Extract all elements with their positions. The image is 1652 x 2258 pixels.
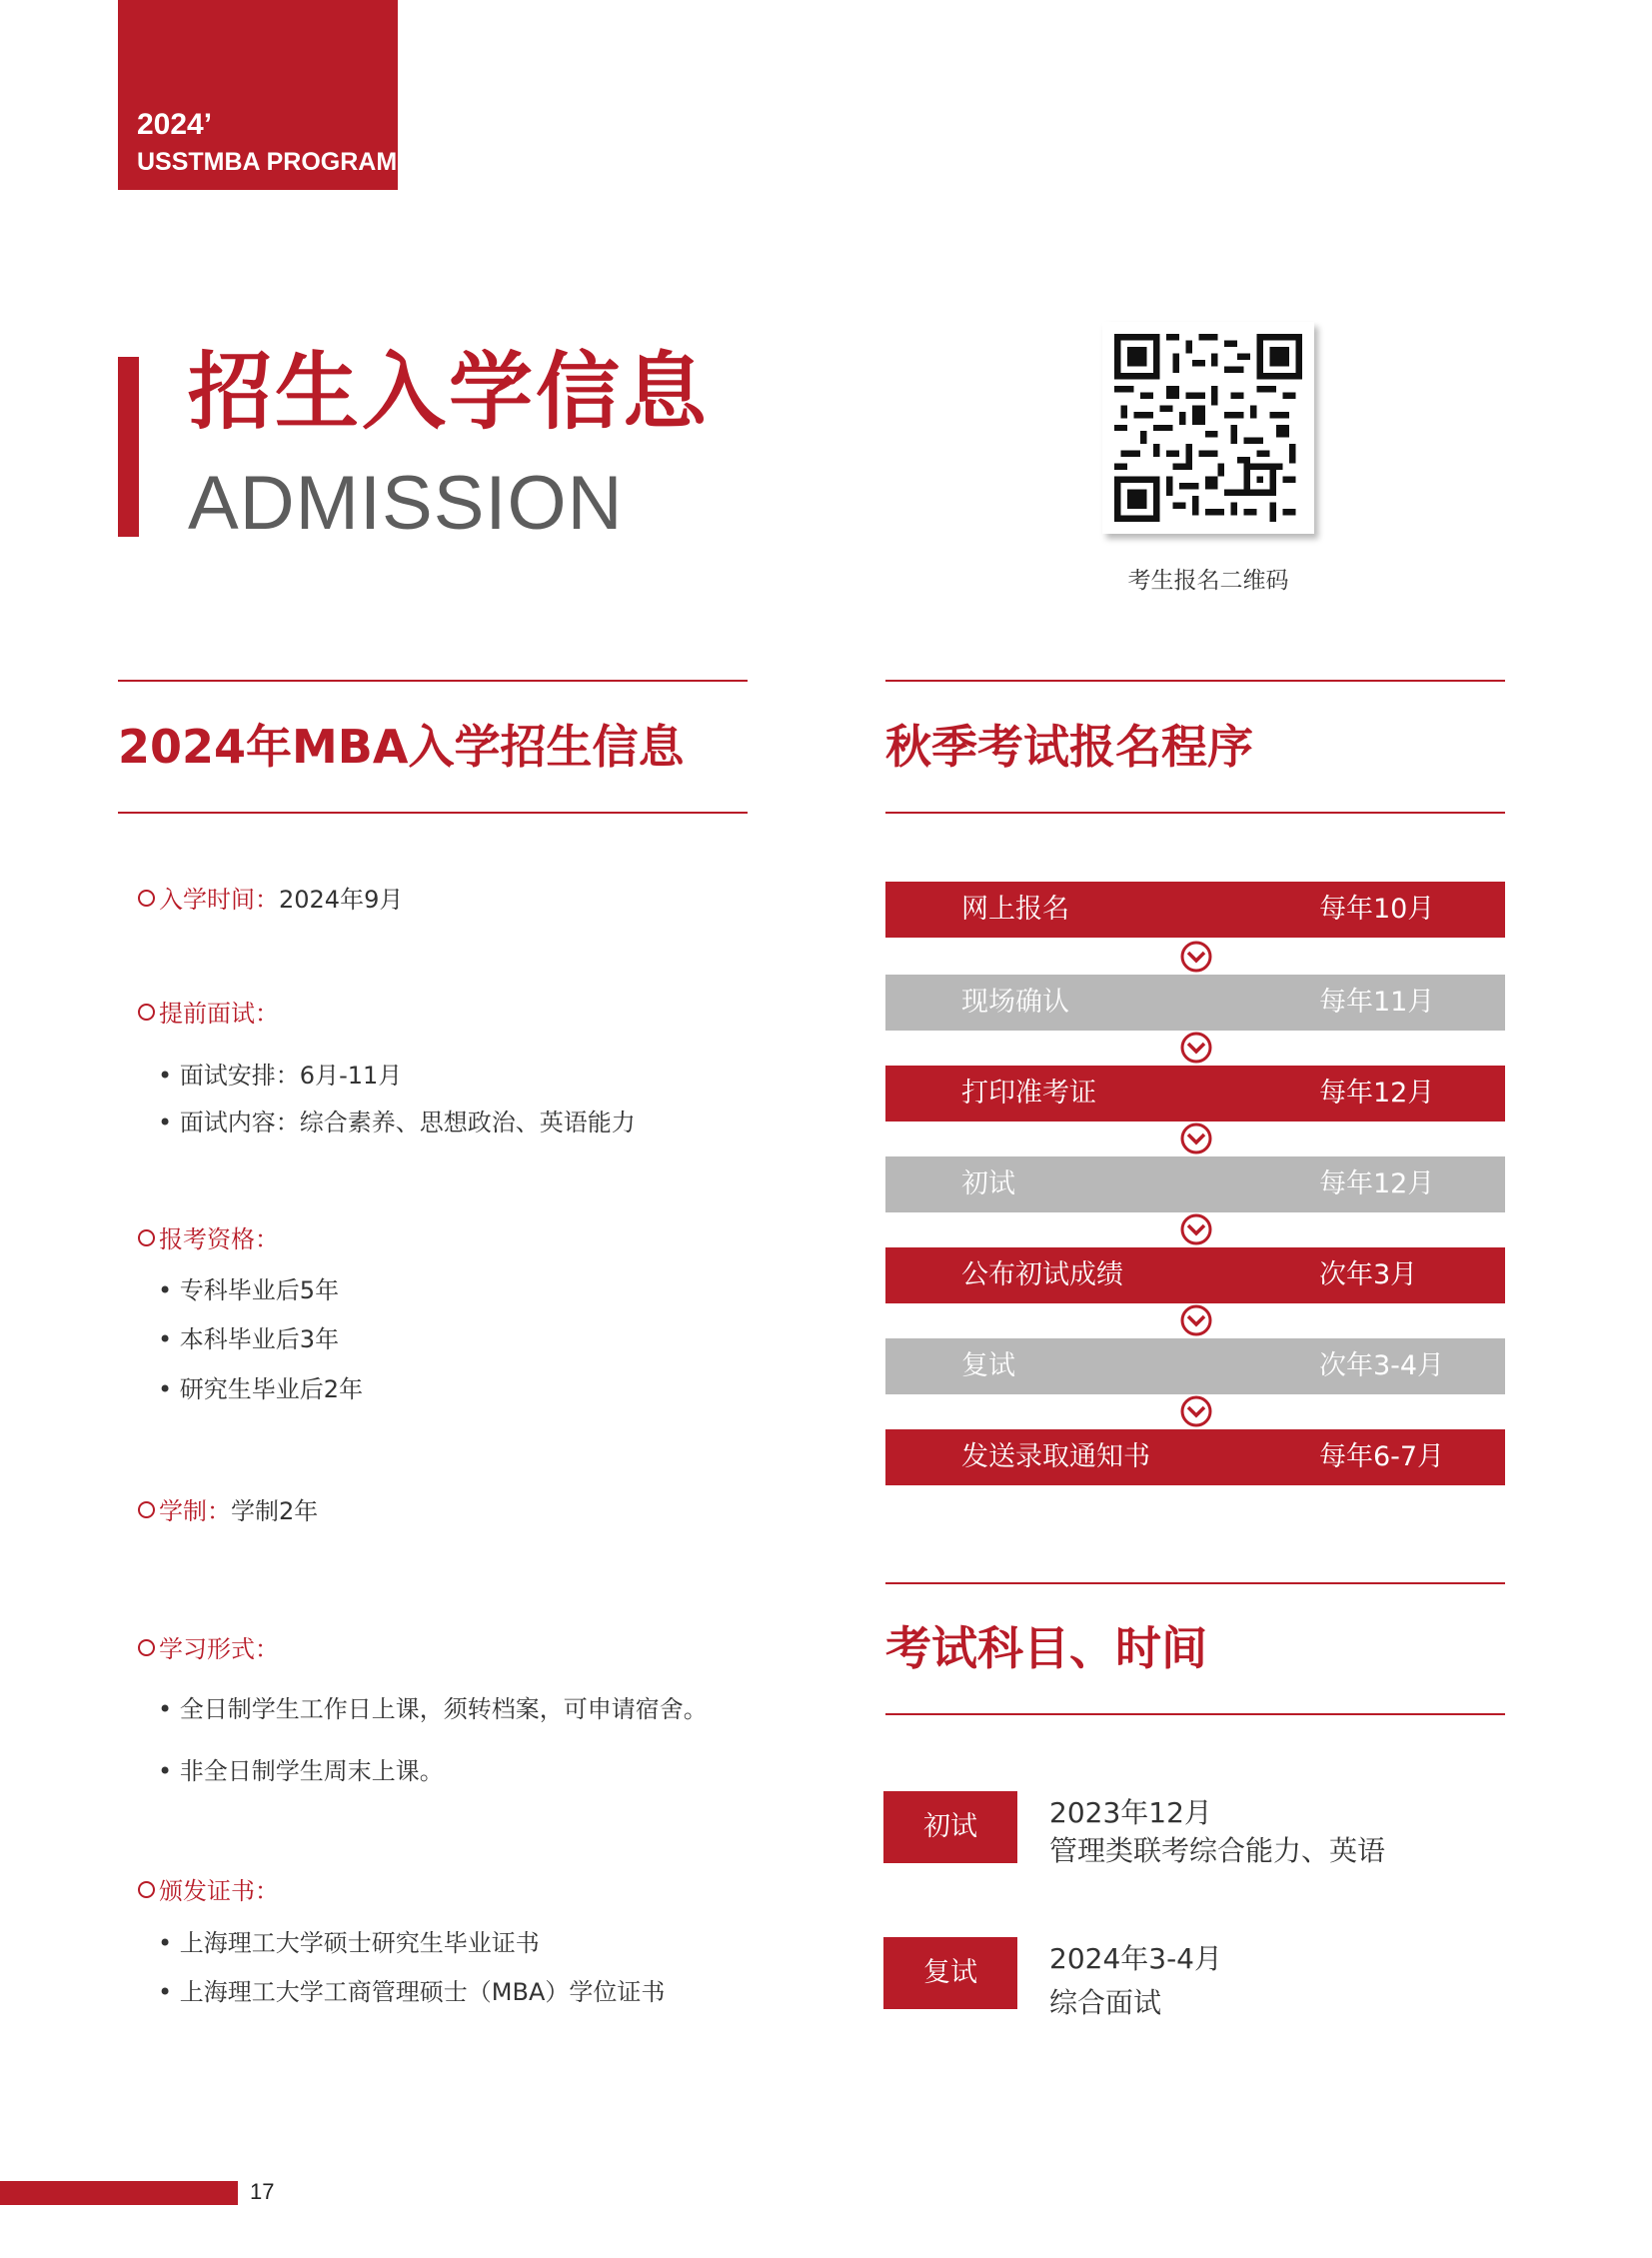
step-time: 每年11月 — [1319, 987, 1435, 1018]
admission-info-title: 2024年MBA入学招生信息 — [118, 720, 685, 774]
chevron-down-circle-icon — [1179, 1122, 1213, 1155]
exam-title: 考试科目、时间 — [885, 1621, 1207, 1675]
process-step-publish-scores — [885, 1247, 1505, 1303]
interview-heading — [138, 994, 279, 1029]
step-time: 每年10月 — [1319, 894, 1435, 925]
step-name: 打印准考证 — [961, 1078, 1096, 1109]
list-item: • 研究生毕业后2年 — [158, 1369, 363, 1404]
process-title-rule-top — [885, 680, 1505, 682]
hero-accent-bar — [118, 357, 139, 537]
list-item: • 本科毕业后3年 — [158, 1319, 339, 1354]
study-form-label: 学习形式： — [159, 1635, 279, 1663]
process-step-onsite-confirmation — [885, 975, 1505, 1031]
enroll-label: 入学时间： — [159, 886, 279, 914]
eligibility-heading — [138, 1219, 279, 1254]
step-name: 现场确认 — [961, 987, 1069, 1018]
circle-icon — [138, 1639, 155, 1656]
page-title: 招生入学信息 — [188, 343, 711, 441]
duration — [138, 1491, 318, 1526]
list-item: • 全日制学生工作日上课，须转档案，可申请宿舍。 — [158, 1689, 708, 1724]
step-name: 复试 — [961, 1350, 1015, 1381]
list-item: • 面试安排：6月-11月 — [158, 1056, 402, 1091]
step-time: 每年12月 — [1319, 1168, 1435, 1199]
step-time: 每年6-7月 — [1319, 1441, 1445, 1472]
exam-tag-preliminary: 初试 — [883, 1791, 1017, 1863]
chevron-down-circle-icon — [1179, 1303, 1213, 1337]
list-item: • 上海理工大学硕士研究生毕业证书 — [158, 1923, 540, 1958]
list-item: • 面试内容：综合素养、思想政治、英语能力 — [158, 1103, 636, 1137]
circle-icon — [138, 1881, 155, 1898]
chevron-down-circle-icon — [1179, 1394, 1213, 1428]
step-time: 次年3-4月 — [1319, 1350, 1445, 1381]
badge-program: USSTMBA PROGRAM — [137, 148, 398, 176]
page-subtitle: ADMISSION — [188, 461, 624, 546]
process-step-online-registration — [885, 882, 1505, 938]
circle-icon — [138, 890, 155, 907]
page-number: 17 — [250, 2179, 275, 2204]
enroll-value: 2024年9月 — [279, 886, 404, 914]
qr-caption: 考生报名二维码 — [1127, 568, 1289, 594]
certificates-heading — [138, 1871, 279, 1906]
exam-subject: 管理类联考综合能力、英语 — [1049, 1834, 1386, 1867]
duration-value: 学制2年 — [231, 1497, 319, 1525]
exam-tag-second: 复试 — [883, 1937, 1017, 2009]
list-item: • 上海理工大学工商管理硕士（MBA）学位证书 — [158, 1972, 665, 2007]
qr-code-icon[interactable] — [1102, 322, 1314, 534]
process-step-preliminary-exam — [885, 1156, 1505, 1212]
study-form-heading — [138, 1629, 279, 1664]
program-badge — [118, 0, 398, 190]
left-title-rule-bottom — [118, 812, 748, 814]
chevron-down-circle-icon — [1179, 1031, 1213, 1065]
exam-date: 2023年12月 — [1049, 1796, 1212, 1829]
circle-icon — [138, 1229, 155, 1246]
exam-subject: 综合面试 — [1049, 1986, 1162, 2019]
exam-title-rule-bottom — [885, 1713, 1505, 1715]
step-name: 网上报名 — [961, 894, 1069, 925]
left-title-rule-top — [118, 680, 748, 682]
process-step-print-admission-ticket — [885, 1066, 1505, 1122]
process-title: 秋季考试报名程序 — [885, 720, 1253, 774]
badge-year: 2024’ — [137, 108, 213, 141]
circle-icon — [138, 1501, 155, 1518]
footer-accent-bar — [0, 2181, 238, 2205]
step-name: 公布初试成绩 — [961, 1259, 1123, 1290]
chevron-down-circle-icon — [1179, 1212, 1213, 1246]
list-item: • 非全日制学生周末上课。 — [158, 1751, 444, 1786]
process-step-send-admission-letter — [885, 1429, 1505, 1485]
eligibility-label: 报考资格： — [159, 1225, 279, 1253]
process-title-rule-bottom — [885, 812, 1505, 814]
list-item: • 专科毕业后5年 — [158, 1270, 339, 1305]
step-time: 次年3月 — [1319, 1259, 1418, 1290]
exam-title-rule-top — [885, 1582, 1505, 1584]
certificates-label: 颁发证书： — [159, 1877, 279, 1905]
step-name: 发送录取通知书 — [961, 1441, 1150, 1472]
exam-date: 2024年3-4月 — [1049, 1942, 1222, 1975]
step-name: 初试 — [961, 1168, 1015, 1199]
circle-icon — [138, 1004, 155, 1021]
interview-label: 提前面试： — [159, 1000, 279, 1028]
process-step-second-exam — [885, 1338, 1505, 1394]
enroll-time — [138, 880, 403, 915]
step-time: 每年12月 — [1319, 1078, 1435, 1109]
duration-label: 学制： — [159, 1497, 231, 1525]
chevron-down-circle-icon — [1179, 940, 1213, 974]
